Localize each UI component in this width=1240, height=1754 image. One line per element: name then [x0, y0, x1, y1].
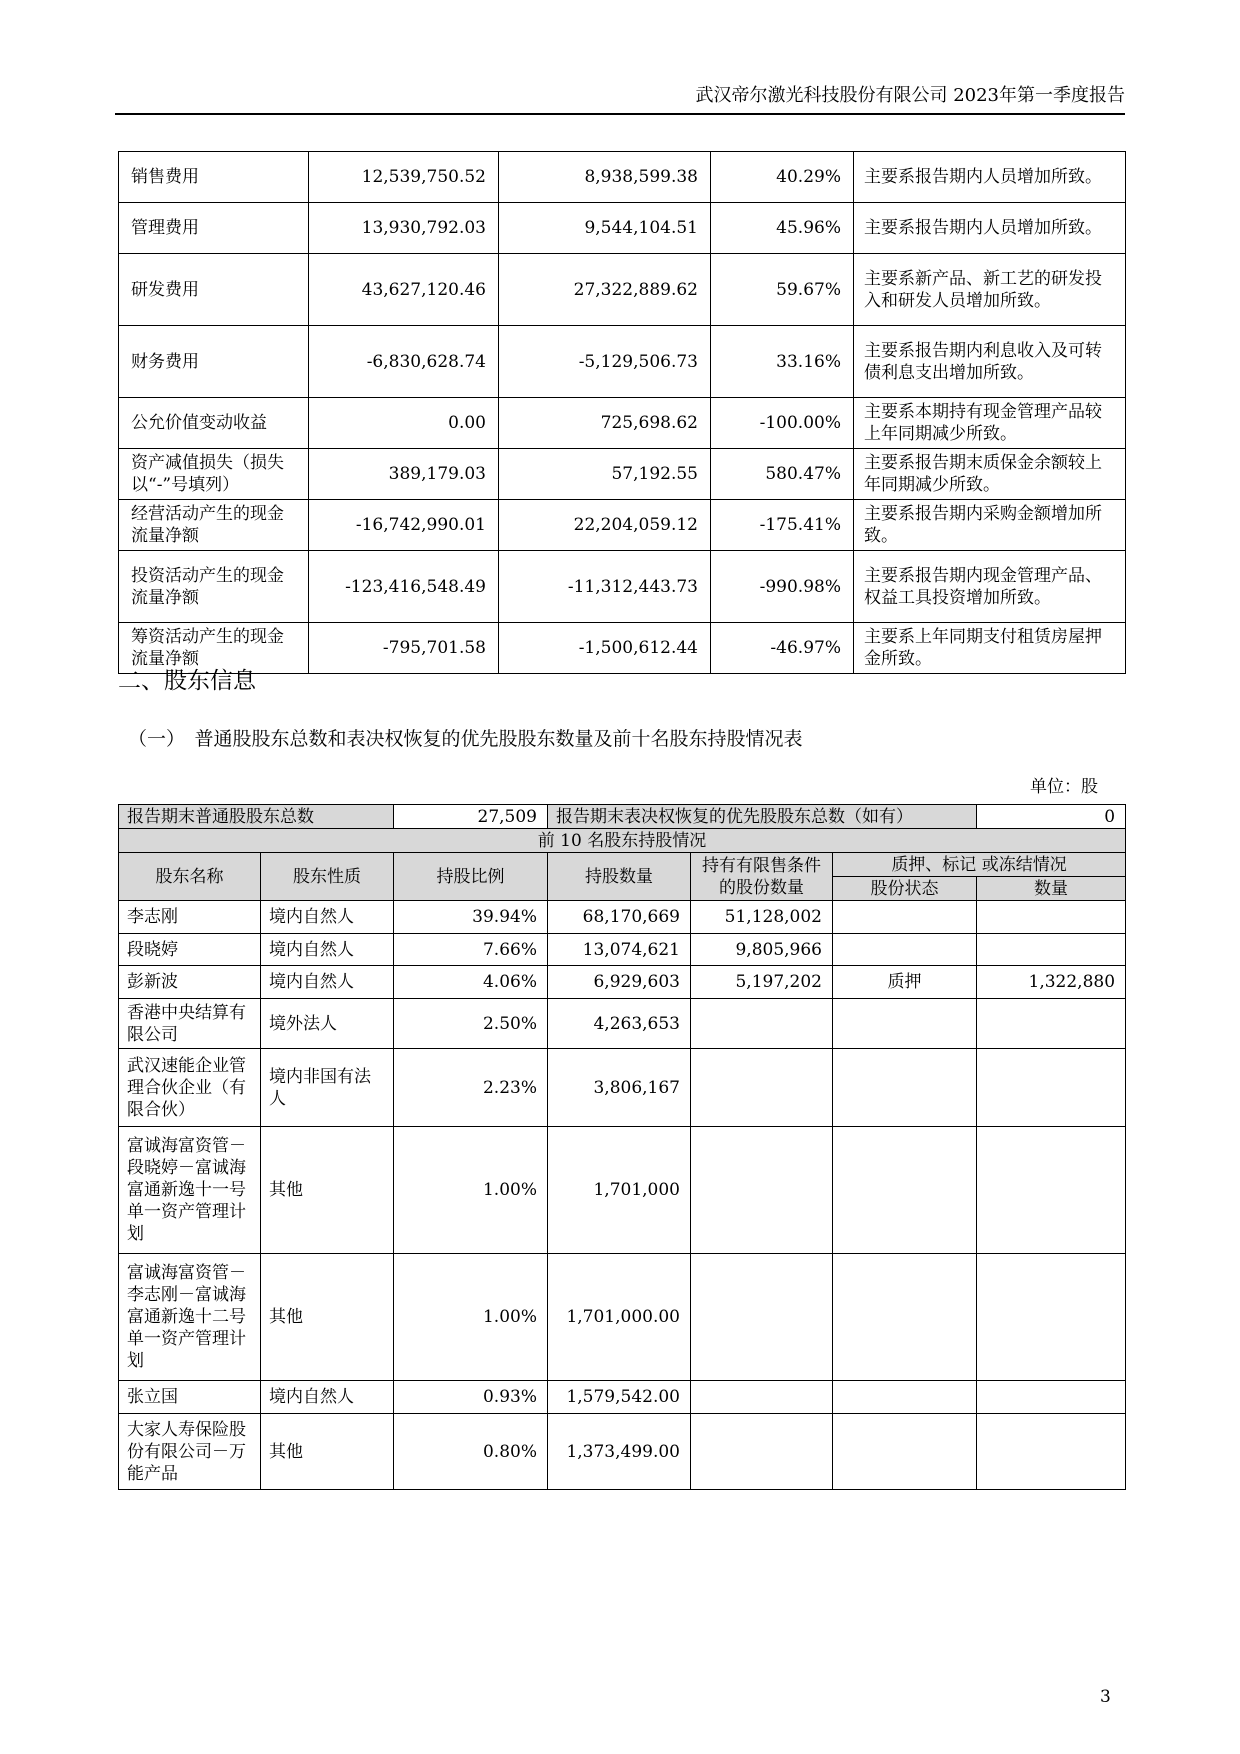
shareholding-quantity: 13,074,621: [548, 934, 691, 966]
shareholding-quantity: 4,263,653: [548, 999, 691, 1049]
change-rate: 40.29%: [711, 152, 854, 203]
expense-item: 筹资活动产生的现金流量净额: [119, 623, 309, 674]
restricted-shares: [691, 1127, 833, 1254]
change-rate: -990.98%: [711, 551, 854, 623]
restricted-shares: [691, 1049, 833, 1127]
shareholding-ratio: 4.06%: [394, 966, 548, 999]
total-shareholders-row: [119, 805, 1126, 829]
top10-header-row: [119, 829, 1126, 853]
shareholder-nature: 境内自然人: [261, 901, 394, 934]
shareholder-name: 李志刚: [119, 901, 261, 934]
shareholding-ratio: 2.50%: [394, 999, 548, 1049]
column-header-row: [119, 853, 1126, 877]
share-status: [833, 1127, 977, 1254]
col-quantity: 持股数量: [548, 853, 691, 901]
shareholder-name: 大家人寿保险股份有限公司－万能产品: [119, 1414, 261, 1490]
prior-period-amount: 22,204,059.12: [499, 500, 711, 551]
change-reason: 主要系报告期末质保金余额较上年同期减少所致。: [854, 449, 1126, 500]
restricted-shares: 9,805,966: [691, 934, 833, 966]
shareholder-row: [119, 966, 1126, 999]
col-amount: 数量: [977, 877, 1126, 901]
shareholding-ratio: 1.00%: [394, 1254, 548, 1381]
pledge-amount: [977, 1254, 1126, 1381]
restricted-shares: [691, 1414, 833, 1490]
restricted-shares: 51,128,002: [691, 901, 833, 934]
shareholder-nature: 其他: [261, 1414, 394, 1490]
change-rate: -46.97%: [711, 623, 854, 674]
total-shareholders-label: 报告期末普通股股东总数: [119, 805, 394, 829]
col-restricted: 持有有限售条件的股份数量: [691, 853, 833, 901]
report-header: 武汉帝尔激光科技股份有限公司 2023年第一季度报告: [695, 85, 1125, 106]
col-status: 股份状态: [833, 877, 977, 901]
change-rate: -100.00%: [711, 398, 854, 449]
pledge-amount: [977, 901, 1126, 934]
expense-row: [119, 500, 1126, 551]
expense-item: 管理费用: [119, 203, 309, 254]
pledge-amount: [977, 1049, 1126, 1127]
change-reason: 主要系报告期内采购金额增加所致。: [854, 500, 1126, 551]
change-reason: 主要系新产品、新工艺的研发投入和研发人员增加所致。: [854, 254, 1126, 326]
section-title: 二、股东信息: [118, 668, 256, 694]
shareholding-ratio: 7.66%: [394, 934, 548, 966]
expense-row: [119, 152, 1126, 203]
change-reason: 主要系报告期内人员增加所致。: [854, 152, 1126, 203]
shareholder-name: 张立国: [119, 1381, 261, 1414]
shareholding-quantity: 1,373,499.00: [548, 1414, 691, 1490]
shareholder-nature: 境内自然人: [261, 966, 394, 999]
pledge-amount: [977, 1414, 1126, 1490]
col-ratio: 持股比例: [394, 853, 548, 901]
change-reason: 主要系报告期内人员增加所致。: [854, 203, 1126, 254]
shareholder-nature: 境外法人: [261, 999, 394, 1049]
share-status: [833, 999, 977, 1049]
top10-heading: 前 10 名股东持股情况: [119, 829, 1126, 853]
current-period-amount: 12,539,750.52: [309, 152, 499, 203]
prior-period-amount: 57,192.55: [499, 449, 711, 500]
shareholder-name: 香港中央结算有限公司: [119, 999, 261, 1049]
shareholding-ratio: 0.80%: [394, 1414, 548, 1490]
pledge-amount: 1,322,880: [977, 966, 1126, 999]
expense-row: [119, 449, 1126, 500]
shareholding-quantity: 3,806,167: [548, 1049, 691, 1127]
current-period-amount: -123,416,548.49: [309, 551, 499, 623]
share-status: [833, 1381, 977, 1414]
page-number: 3: [1100, 1687, 1111, 1707]
expense-row: [119, 203, 1126, 254]
shareholding-ratio: 0.93%: [394, 1381, 548, 1414]
pledge-amount: [977, 1381, 1126, 1414]
pledge-amount: [977, 1127, 1126, 1254]
change-reason: 主要系本期持有现金管理产品较上年同期减少所致。: [854, 398, 1126, 449]
shareholding-ratio: 39.94%: [394, 901, 548, 934]
shareholder-row: [119, 934, 1126, 966]
expense-item: 公允价值变动收益: [119, 398, 309, 449]
prior-period-amount: 27,322,889.62: [499, 254, 711, 326]
prior-period-amount: -11,312,443.73: [499, 551, 711, 623]
current-period-amount: -6,830,628.74: [309, 326, 499, 398]
share-status: [833, 901, 977, 934]
current-period-amount: -795,701.58: [309, 623, 499, 674]
change-rate: 59.67%: [711, 254, 854, 326]
prior-period-amount: -1,500,612.44: [499, 623, 711, 674]
change-rate: 580.47%: [711, 449, 854, 500]
shareholding-quantity: 68,170,669: [548, 901, 691, 934]
pledge-amount: [977, 934, 1126, 966]
col-name: 股东名称: [119, 853, 261, 901]
share-status: [833, 934, 977, 966]
pledge-amount: [977, 999, 1126, 1049]
shareholder-row: [119, 1381, 1126, 1414]
current-period-amount: 13,930,792.03: [309, 203, 499, 254]
shareholder-name: 彭新波: [119, 966, 261, 999]
shareholder-nature: 其他: [261, 1254, 394, 1381]
shareholder-name: 富诚海富资管－段晓婷－富诚海富通新逸十一号单一资产管理计划: [119, 1127, 261, 1254]
expense-item: 资产减值损失（损失以“-”号填列）: [119, 449, 309, 500]
expense-row: [119, 254, 1126, 326]
expense-item: 销售费用: [119, 152, 309, 203]
expense-item: 经营活动产生的现金流量净额: [119, 500, 309, 551]
expense-row: [119, 551, 1126, 623]
change-reason: 主要系上年同期支付租赁房屋押金所致。: [854, 623, 1126, 674]
current-period-amount: 389,179.03: [309, 449, 499, 500]
shareholding-ratio: 1.00%: [394, 1127, 548, 1254]
shareholder-row: [119, 1049, 1126, 1127]
prior-period-amount: 8,938,599.38: [499, 152, 711, 203]
prior-period-amount: 9,544,104.51: [499, 203, 711, 254]
expense-change-table: [118, 151, 1126, 674]
change-reason: 主要系报告期内利息收入及可转债利息支出增加所致。: [854, 326, 1126, 398]
expense-item: 财务费用: [119, 326, 309, 398]
shareholding-quantity: 1,701,000.00: [548, 1254, 691, 1381]
preferred-shareholders-label: 报告期末表决权恢复的优先股股东总数（如有）: [548, 805, 977, 829]
restricted-shares: 5,197,202: [691, 966, 833, 999]
current-period-amount: 43,627,120.46: [309, 254, 499, 326]
subsection-title: （一） 普通股股东总数和表决权恢复的优先股股东数量及前十名股东持股情况表: [128, 728, 803, 750]
change-rate: 33.16%: [711, 326, 854, 398]
expense-row: [119, 326, 1126, 398]
preferred-shareholders-value: 0: [977, 805, 1126, 829]
shareholder-table: [118, 804, 1126, 1490]
shareholding-quantity: 1,701,000: [548, 1127, 691, 1254]
shareholder-name: 段晓婷: [119, 934, 261, 966]
shareholder-name: 富诚海富资管－李志刚－富诚海富通新逸十二号单一资产管理计划: [119, 1254, 261, 1381]
prior-period-amount: -5,129,506.73: [499, 326, 711, 398]
share-status: [833, 1414, 977, 1490]
share-status: [833, 1049, 977, 1127]
current-period-amount: 0.00: [309, 398, 499, 449]
shareholding-quantity: 6,929,603: [548, 966, 691, 999]
change-rate: -175.41%: [711, 500, 854, 551]
shareholding-ratio: 2.23%: [394, 1049, 548, 1127]
shareholder-nature: 境内非国有法人: [261, 1049, 394, 1127]
expense-row: [119, 623, 1126, 674]
col-pledge-group: 质押、标记 或冻结情况: [833, 853, 1126, 877]
shareholder-row: [119, 1254, 1126, 1381]
restricted-shares: [691, 1254, 833, 1381]
expense-item: 研发费用: [119, 254, 309, 326]
shareholding-quantity: 1,579,542.00: [548, 1381, 691, 1414]
restricted-shares: [691, 999, 833, 1049]
shareholder-row: [119, 999, 1126, 1049]
shareholder-nature: 其他: [261, 1127, 394, 1254]
shareholder-row: [119, 1414, 1126, 1490]
header-divider: [115, 113, 1125, 115]
shareholder-nature: 境内自然人: [261, 934, 394, 966]
total-shareholders-value: 27,509: [394, 805, 548, 829]
shareholder-row: [119, 901, 1126, 934]
shareholder-name: 武汉速能企业管理合伙企业（有限合伙）: [119, 1049, 261, 1127]
shareholder-row: [119, 1127, 1126, 1254]
shareholder-nature: 境内自然人: [261, 1381, 394, 1414]
unit-label: 单位：股: [1030, 777, 1098, 797]
expense-row: [119, 398, 1126, 449]
share-status: 质押: [833, 966, 977, 999]
current-period-amount: -16,742,990.01: [309, 500, 499, 551]
restricted-shares: [691, 1381, 833, 1414]
prior-period-amount: 725,698.62: [499, 398, 711, 449]
expense-item: 投资活动产生的现金流量净额: [119, 551, 309, 623]
col-nature: 股东性质: [261, 853, 394, 901]
share-status: [833, 1254, 977, 1381]
change-reason: 主要系报告期内现金管理产品、权益工具投资增加所致。: [854, 551, 1126, 623]
change-rate: 45.96%: [711, 203, 854, 254]
